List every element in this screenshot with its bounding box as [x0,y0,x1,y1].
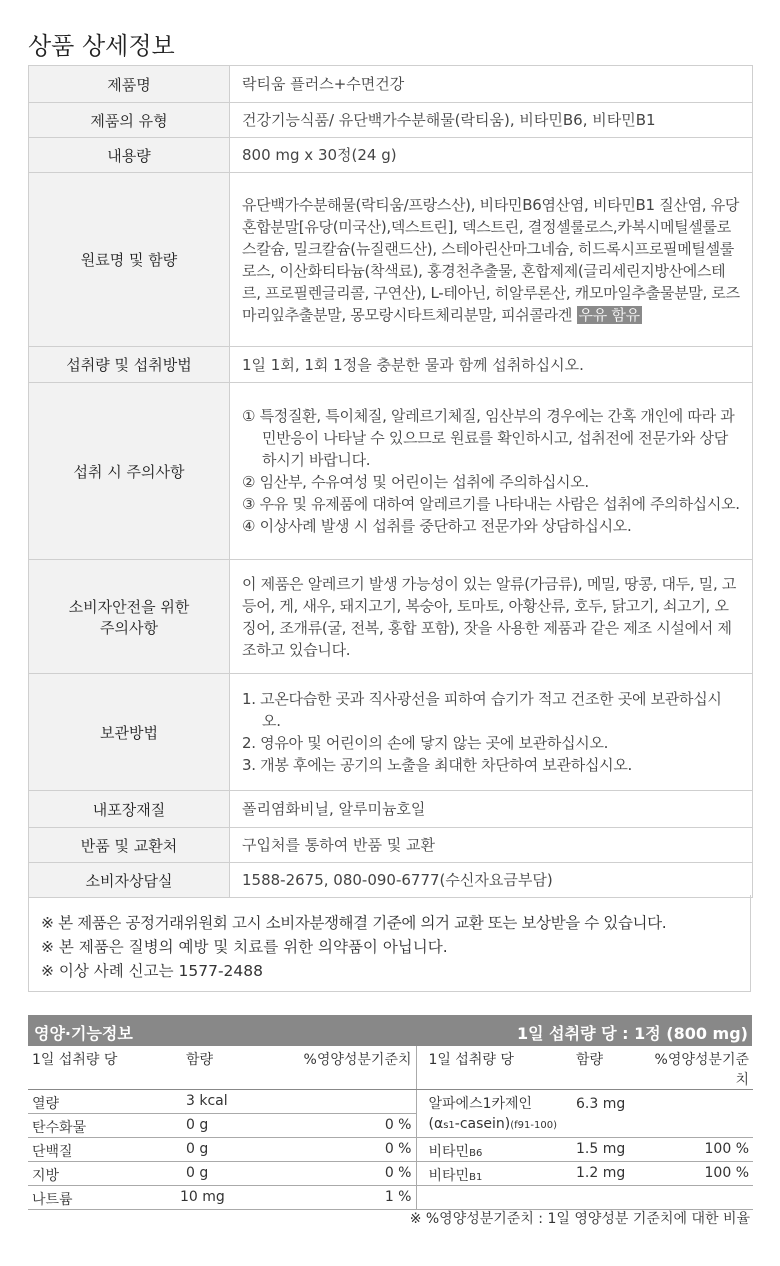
nutrition-row [28,1090,753,1114]
value-product-name: 락티움 플러스+수면건강 [230,66,753,103]
casein-label: 알파에스1카제인 [428,1096,533,1112]
nutrition-header [28,1015,752,1046]
notice-line: ※ 이상 사례 신고는 1577-2488 [41,962,263,980]
empty-cell [644,1186,753,1210]
nutrition-row [28,1186,753,1210]
caution-item: ③ 우유 및 유제품에 대하여 알레르기를 나타내는 사람은 섭취에 주의하십시오. [242,495,740,513]
storage-item: 1. 고온다습한 곳과 직사광선을 피하여 습기가 적고 건조한 곳에 보관하십시오. [242,690,722,730]
row-product-name [29,66,753,103]
ingredients-text: 유단백가수분해물(락티움/프랑스산), 비타민B6염산염, 비타민B1 질산염, 유당혼합분말[유당(미국산),덱스트린], 덱스트린, 결정셀룰로스,카복시메틸셀룰로스칼슘, 밀크칼슘(뉴질랜드산), 스테아린산마그네슘, 히드록시프로필메틸셀룰로스, 이산화티타늄(착색료), 홍경천추출물, 혼합제제(글리세린지방산에스테르, 프로필렌글리콜, 구연산), L-테아닌, 히알루론산, 캐모마일추출물분말, 로즈마리잎추출분말, 몽모랑시타트체리분말, 피쉬콜라겐 [242,195,740,324]
label-caution: 섭취 시 주의사항 [29,383,230,560]
nutrition-row [28,1162,753,1186]
value-package: 폴리염화비닐, 알루미늄호일 [230,791,753,828]
nutrition-footnote: ※ %영양성분기준치 : 1일 영양성분 기준치에 대한 비율 [409,1211,750,1227]
nutrition-title: 영양·기능정보 [34,1024,133,1043]
nutrient-dv: 0 % [258,1114,416,1138]
vitamin-b6-name [416,1138,566,1162]
nutrient-dv: 0 % [258,1138,416,1162]
serving-size: 1일 섭취량 당 : 1정 (800 mg) [517,1024,748,1043]
row-intake [29,347,753,383]
nutrition-col-header [28,1046,753,1090]
nutrient-amount: 0 g [180,1162,258,1186]
label-storage: 보관방법 [29,674,230,791]
col-amount: 함량 [180,1046,258,1090]
label-amount: 내용량 [29,138,230,173]
value-return: 구입처를 통하여 반품 및 교환 [230,828,753,863]
value-amount: 800 mg x 30정(24 g) [230,138,753,173]
nutrition-table [28,1046,753,1210]
casein-dv [644,1090,753,1138]
value-consult: 1588-2675, 080-090-6777(수신자요금부담) [230,863,753,898]
vitamin-b1-amount: 1.2 mg [566,1162,644,1186]
nutrient-dv: 1 % [258,1186,416,1210]
casein-sub-s1: s1 [443,1120,455,1131]
caution-item: ② 임산부, 수유여성 및 어린이는 섭취에 주의하십시오. [242,473,589,491]
row-consult [29,863,753,898]
nutrient-amount: 0 g [180,1138,258,1162]
b1-sub: B1 [469,1172,483,1183]
label-product-name: 제품명 [29,66,230,103]
notice-line: ※ 본 제품은 공정거래위원회 고시 소비자분쟁해결 기준에 의거 교환 또는 보상받을 수 있습니다. [41,914,667,932]
nutrient-name: 지방 [28,1162,180,1186]
nutrient-dv: 0 % [258,1162,416,1186]
vitamin-b6-dv: 100 % [644,1138,753,1162]
vitamin-b6-amount: 1.5 mg [566,1138,644,1162]
nutrient-amount: 3 kcal [180,1090,258,1114]
nutrition-row [28,1138,753,1162]
col-dv: %영양성분기준치 [258,1046,416,1090]
nutrient-name: 탄수화물 [28,1114,180,1138]
notice-line: ※ 본 제품은 질병의 예방 및 치료를 위한 의약품이 아닙니다. [41,938,448,956]
value-storage [230,674,753,791]
label-ingredients: 원료명 및 함량 [29,173,230,347]
label-safety-line2: 주의사항 [100,618,158,637]
row-return [29,828,753,863]
label-consult: 소비자상담실 [29,863,230,898]
casein-sub-label [429,1116,558,1132]
casein-amount: 6.3 mg [566,1090,644,1138]
product-info-table [28,65,753,898]
nutrient-name: 단백질 [28,1138,180,1162]
row-amount [29,138,753,173]
row-caution [29,383,753,560]
value-ingredients [230,173,753,347]
label-intake: 섭취량 및 섭취방법 [29,347,230,383]
b1-label: 비타민 [428,1168,470,1184]
milk-warning-highlight: 우유 함유 [578,305,640,324]
nutrient-amount: 10 mg [180,1186,258,1210]
label-product-type: 제품의 유형 [29,103,230,138]
nutrient-amount: 0 g [180,1114,258,1138]
casein-sub-a: (α [428,1116,444,1132]
page-title: 상품 상세정보 [28,32,175,60]
casein-name [416,1090,566,1138]
col-amount: 함량 [566,1046,644,1090]
row-product-type [29,103,753,138]
row-safety [29,560,753,674]
row-package [29,791,753,828]
nutrient-dv [258,1090,416,1114]
nutrient-name: 열량 [28,1090,180,1114]
casein-sub-c: (f91-100) [510,1120,557,1131]
empty-cell [566,1186,644,1210]
vitamin-b1-name [416,1162,566,1186]
label-safety [29,560,230,674]
empty-cell [416,1186,566,1210]
vitamin-b1-dv: 100 % [644,1162,753,1186]
casein-sub-b: -casein) [454,1116,511,1132]
storage-item: 2. 영유아 및 어린이의 손에 닿지 않는 곳에 보관하십시오. [242,734,609,752]
value-caution [230,383,753,560]
label-return: 반품 및 교환처 [29,828,230,863]
col-dv: %영양성분기준치 [644,1046,753,1090]
caution-item: ① 특정질환, 특이체질, 알레르기체질, 임산부의 경우에는 간혹 개인에 따라 과민반응이 나타날 수 있으므로 원료를 확인하시고, 섭취전에 전문가와 상담하시기 바랍니다. [242,407,735,469]
notice-box [28,895,751,992]
b6-label: 비타민 [428,1144,470,1160]
value-product-type: 건강기능식품/ 유단백가수분해물(락티움), 비타민B6, 비타민B1 [230,103,753,138]
label-package: 내포장재질 [29,791,230,828]
row-ingredients [29,173,753,347]
row-storage [29,674,753,791]
value-safety: 이 제품은 알레르기 발생 가능성이 있는 알류(가금류), 메밀, 땅콩, 대두, 밀, 고등어, 게, 새우, 돼지고기, 복숭아, 토마토, 아황산류, 호두, 닭고기, 쇠고기, 오징어, 조개류(굴, 전복, 홍합 포함), 잣을 사용한 제품과 같은 제조 시설에서 제조하고 있습니다. [230,560,753,674]
col-per-day: 1일 섭취량 당 [416,1046,566,1090]
col-per-day: 1일 섭취량 당 [28,1046,180,1090]
nutrient-name: 나트륨 [28,1186,180,1210]
value-intake: 1일 1회, 1회 1정을 충분한 물과 함께 섭취하십시오. [230,347,753,383]
storage-item: 3. 개봉 후에는 공기의 노출을 최대한 차단하여 보관하십시오. [242,756,633,774]
label-safety-line1: 소비자안전을 위한 [68,597,190,616]
caution-item: ④ 이상사례 발생 시 섭취를 중단하고 전문가와 상담하십시오. [242,517,632,535]
b6-sub: B6 [469,1148,483,1159]
